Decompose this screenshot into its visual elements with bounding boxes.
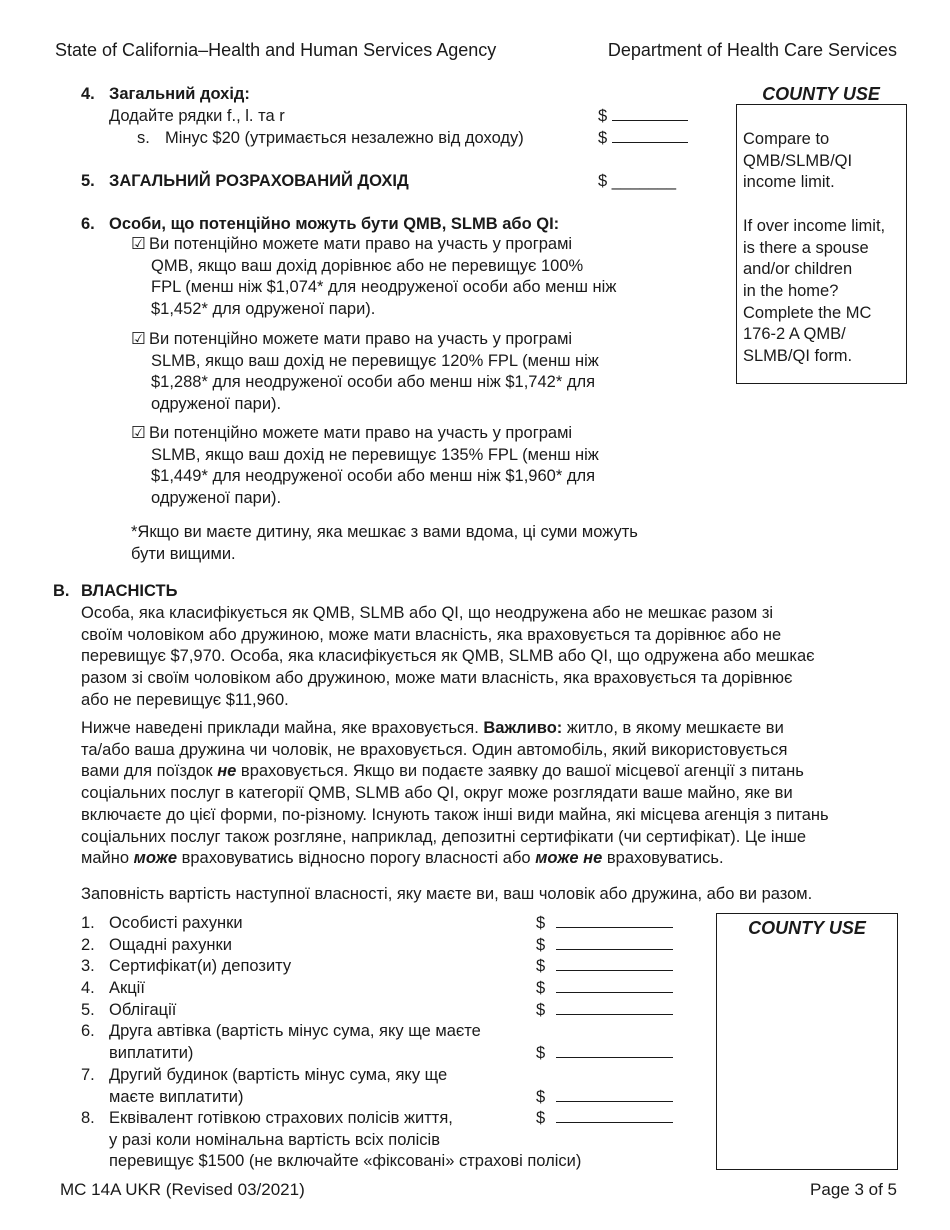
county-use-title: COUNTY USE [762,84,880,104]
option-line: SLMB, якщо ваш дохід не перевищує 135% FPL (менш ніж [151,445,599,464]
page-number: Page 3 of 5 [810,1180,897,1199]
item5-number: 5. [81,172,95,190]
value-field-6[interactable]: $ [536,1043,673,1065]
value-field-2[interactable]: $ [536,935,673,957]
list-item: 6. Друга автівка (вартість мінус сума, яку ще маєте виплатити) [81,1022,481,1062]
option-line: SLMB, якщо ваш дохід не перевищує 120% FPL (менш ніж [151,351,599,370]
item5-title: ЗАГАЛЬНИЙ РОЗРАХОВАНИЙ ДОХІД [109,172,409,190]
option-line: ☑ Ви потенційно можете мати право на участь у програмі [131,423,599,445]
option-line: ☑ Ви потенційно можете мати право на участь у програмі [131,234,616,256]
value-field-8[interactable]: $ [536,1108,673,1130]
value-field-4[interactable]: $ [536,978,673,1000]
item4-s-text: Мінус $20 (утримається незалежно від доходу) [165,129,524,147]
item6-title: Особи, що потенційно можуть бути QMB, SLMB або QI: [109,215,560,233]
county-use-title-2: COUNTY USE [748,918,866,938]
blank-line [612,142,688,143]
option-line: $1,288* для неодруженої особи або менш ніж $1,742* для [151,373,596,392]
blank-line [612,120,688,121]
item4-line1: Додайте рядки f., l. та r [109,107,285,125]
property-paragraph-1: Особа, яка класифікується як QMB, SLMB або QI, що неодружена або не мешкає разом зі своїм чоловіком або дружиною, може мати власність, яка враховується та дорівнює або не перевищує $7,970. Особа, яка класифікується як QMB, SLMB або QI, що одружена або мешкає разом зі своїм чоловіком або дружиною, може мати власність, яка враховується та дорівнює або не перевищує $11,960. [81,604,815,709]
property-instruction: Заповність вартість наступної власності, яку маєте ви, ваш чоловік або дружина, або ви разом. [81,885,813,903]
list-item: 4. Акції [81,979,145,997]
agency-header: State of California–Health and Human Services Agency [55,40,497,60]
county-use-notes: Compare to QMB/SLMB/QI income limit. If over income limit, is there a spouse and/or children in the home? Complete the MC 176-2 A QMB/ SLMB/QI form. [743,130,886,366]
option-line: ☑ Ви потенційно можете мати право на участь у програмі [131,329,599,351]
value-field-1[interactable]: $ [536,913,673,935]
item4-s-label: s. [137,129,150,147]
option-line: QMB, якщо ваш дохід дорівнює або не перевищує 100% [151,256,584,275]
value-field-7[interactable]: $ [536,1087,673,1109]
option-qmb [131,234,616,321]
list-item: 1. Особисті рахунки [81,914,243,932]
department-header: Department of Health Care Services [607,40,897,60]
section-letter: B. [53,582,70,600]
dollar-sign: $ [598,107,608,125]
option-slmb-135 [131,423,599,510]
option-line: $1,452* для одруженої пари). [151,300,376,319]
dollar-sign: $ [598,129,608,147]
county-use-box [736,104,907,384]
list-item: 5. Облігації [81,1001,177,1019]
option-slmb-120 [131,329,599,416]
item6-number: 6. [81,215,95,233]
value-field-3[interactable]: $ [536,956,673,978]
item4-number: 4. [81,85,95,103]
section-title: ВЛАСНІСТЬ [81,582,178,600]
item4-total-field[interactable] [598,107,688,126]
option-line: $1,449* для неодруженої особи або менш ніж $1,960* для [151,467,596,486]
item4-s-field[interactable] [598,129,688,148]
county-use-box-2 [716,913,898,1170]
footnote: *Якщо ви маєте дитину, яка мешкає з вами вдома, ці суми можуть бути вищими. [131,523,638,563]
option-line: одруженої пари). [151,395,282,414]
checked-box-icon[interactable]: ☑ [131,330,146,348]
list-item: 8. Еквівалент готівкою страхових полісів життя, у разі коли номінальна вартість всіх полісів перевищує $1500 (не включайте «фіксовані» страхові поліси) [81,1109,582,1171]
checked-box-icon[interactable]: ☑ [131,424,146,442]
form-number: MC 14A UKR (Revised 03/2021) [60,1180,305,1199]
list-item: 7. Другий будинок (вартість мінус сума, яку ще маєте виплатити) [81,1066,448,1106]
list-item: 2. Ощадні рахунки [81,936,232,954]
checked-box-icon[interactable]: ☑ [131,235,146,253]
item4-title: Загальний дохід: [109,85,250,103]
option-line: FPL (менш ніж $1,074* для неодруженої особи або менш ніж [151,278,617,297]
list-item: 3. Сертифікат(и) депозиту [81,957,292,975]
item5-total-field[interactable]: $ _______ [598,172,676,190]
property-paragraph-2: Нижче наведені приклади майна, яке враховується. Важливо: житло, в якому мешкаєте ви та/або ваша дружина чи чоловік, не враховується. Один автомобіль, який використовується вами для поїздок не враховується. Якщо ви подаєте заявку до вашої місцевої агенції з питань соціальних послуг в категорії QMB, SLMB або QI, округ може розглядати ваше майно, яке ви включаєте до цієї форми, по-різному. Існують також інші види майна, які місцева агенція з питань соціальних послуг також розгляне, наприклад, депозитні сертифікати (чи сертифікат). Це інше майно може враховуватись відносно порогу власності або може не враховуватись. [81,719,829,868]
option-line: одруженої пари). [151,489,282,508]
value-field-5[interactable]: $ [536,1000,673,1022]
